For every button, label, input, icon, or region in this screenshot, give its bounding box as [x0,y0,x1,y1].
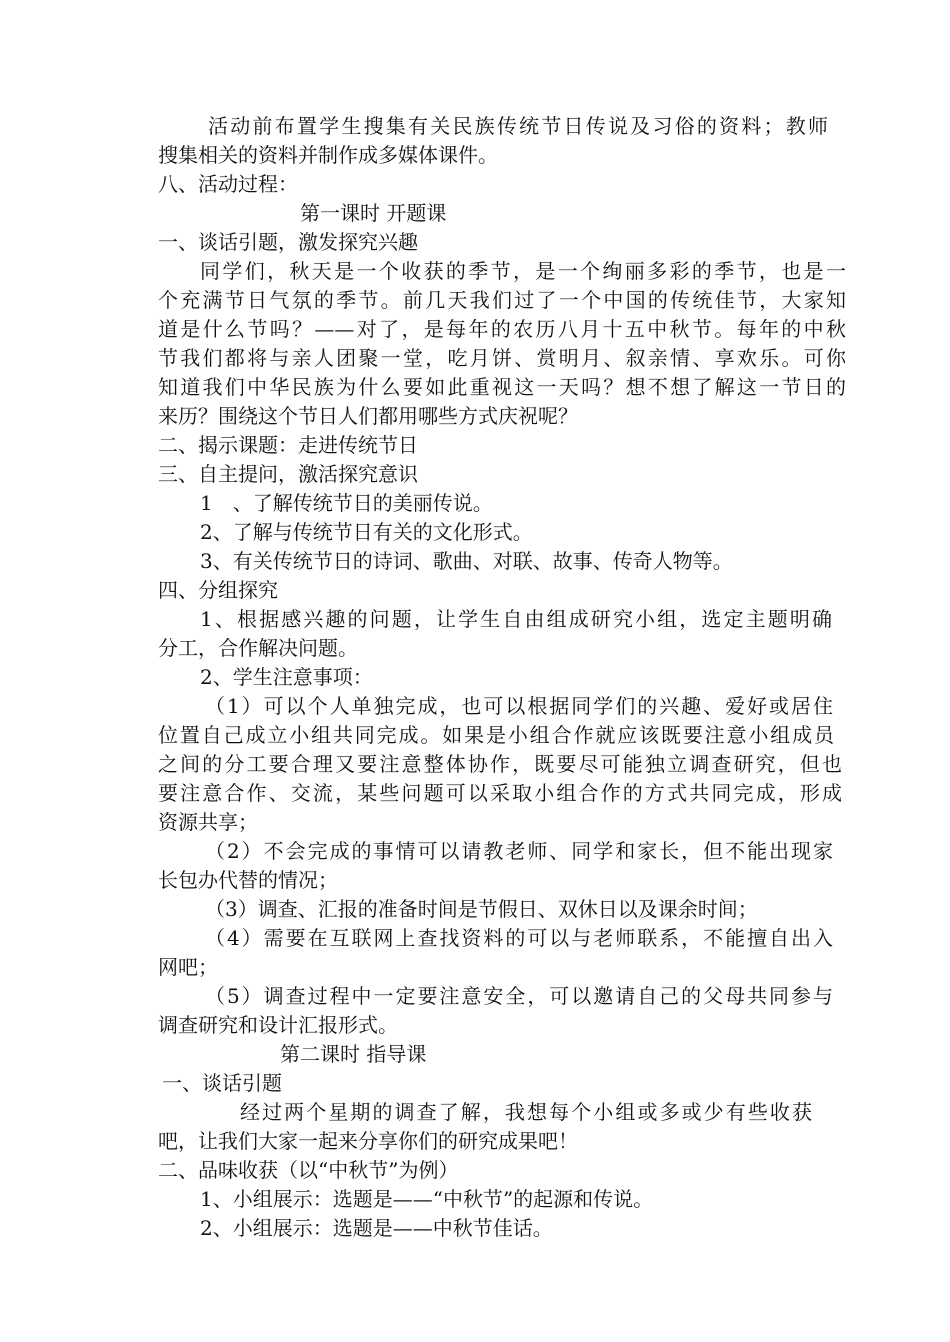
heading-2-2: 二、品味收获（以“中秋节”为例） [158,1158,459,1182]
para-line: 长包办代替的情况； [158,868,338,892]
lesson-2-title: 第二课时 指导课 [280,1042,427,1066]
list-item: 3、有关传统节日的诗词、歌曲、对联、故事、传奇人物等。 [200,549,733,573]
para-line: 位置自己成立小组共同完成。如果是小组合作就应该既要注意小组成员 [158,723,834,747]
sub-item: （5）调查过程中一定要注意安全，可以邀请自己的父母共同参与 [205,984,833,1008]
intro-line-1: 活动前布置学生搜集有关民族传统节日传说及习俗的资料；教师 [208,114,828,138]
heading-1-4: 四、分组探究 [158,578,278,602]
para-line: 个充满节日气氛的季节。前几天我们过了一个中国的传统佳节，大家知 [158,288,846,312]
heading-1-3: 三、自主提问，激活探究意识 [158,462,418,486]
para-line: 要注意合作、交流，某些问题可以采取小组合作的方式共同完成，形成 [158,781,842,805]
sub-item: （2）不会完成的事情可以请教老师、同学和家长，但不能出现家 [205,839,833,863]
para-line: 同学们，秋天是一个收获的季节，是一个绚丽多彩的季节，也是一 [200,259,846,283]
heading-2-1: 一、谈话引题 [162,1071,282,1095]
para-line: 吧，让我们大家一起来分享你们的研究成果吧！ [158,1129,578,1153]
para-line: 道是什么节吗？——对了，是每年的农历八月十五中秋节。每年的中秋 [158,317,846,341]
sub-item: （1）可以个人单独完成，也可以根据同学们的兴趣、爱好或居住 [205,694,833,718]
list-item: 1 、了解传统节日的美丽传说。 [200,491,493,515]
para-line: 来历？围绕这个节日人们都用哪些方式庆祝呢？ [158,404,578,428]
para-line: 节我们都将与亲人团聚一堂，吃月饼、赏明月、叙亲情、享欢乐。可你 [158,346,846,370]
para-line: 经过两个星期的调查了解，我想每个小组或多或少有些收获 [240,1100,812,1124]
list-item: 2、了解与传统节日有关的文化形式。 [200,520,533,544]
list-item: 1、根据感兴趣的问题，让学生自由组成研究小组，选定主题明确 [200,607,832,631]
intro-line-2: 搜集相关的资料并制作成多媒体课件。 [158,143,498,167]
para-line: 调查研究和设计汇报形式。 [158,1013,398,1037]
list-item: 2、小组展示：选题是——中秋节佳话。 [200,1216,553,1240]
sub-item: （3）调查、汇报的准备时间是节假日、双休日以及课余时间； [205,897,758,921]
para-line: 分工，合作解决问题。 [158,636,358,660]
list-item: 2、学生注意事项： [200,665,373,689]
para-line: 资源共享； [158,810,258,834]
heading-1-2: 二、揭示课题：走进传统节日 [158,433,418,457]
section-heading-activity-process: 八、活动过程： [158,172,298,196]
lesson-1-title: 第一课时 开题课 [300,201,447,225]
list-item: 1、小组展示：选题是——“中秋节”的起源和传说。 [200,1187,654,1211]
para-line: 知道我们中华民族为什么要如此重视这一天吗？想不想了解这一节日的 [158,375,846,399]
heading-1-1: 一、谈话引题，激发探究兴趣 [158,230,418,254]
para-line: 网吧； [158,955,218,979]
sub-item: （4）需要在互联网上查找资料的可以与老师联系，不能擅自出入 [205,926,833,950]
para-line: 之间的分工要合理又要注意整体协作，既要尽可能独立调查研究，但也 [158,752,842,776]
